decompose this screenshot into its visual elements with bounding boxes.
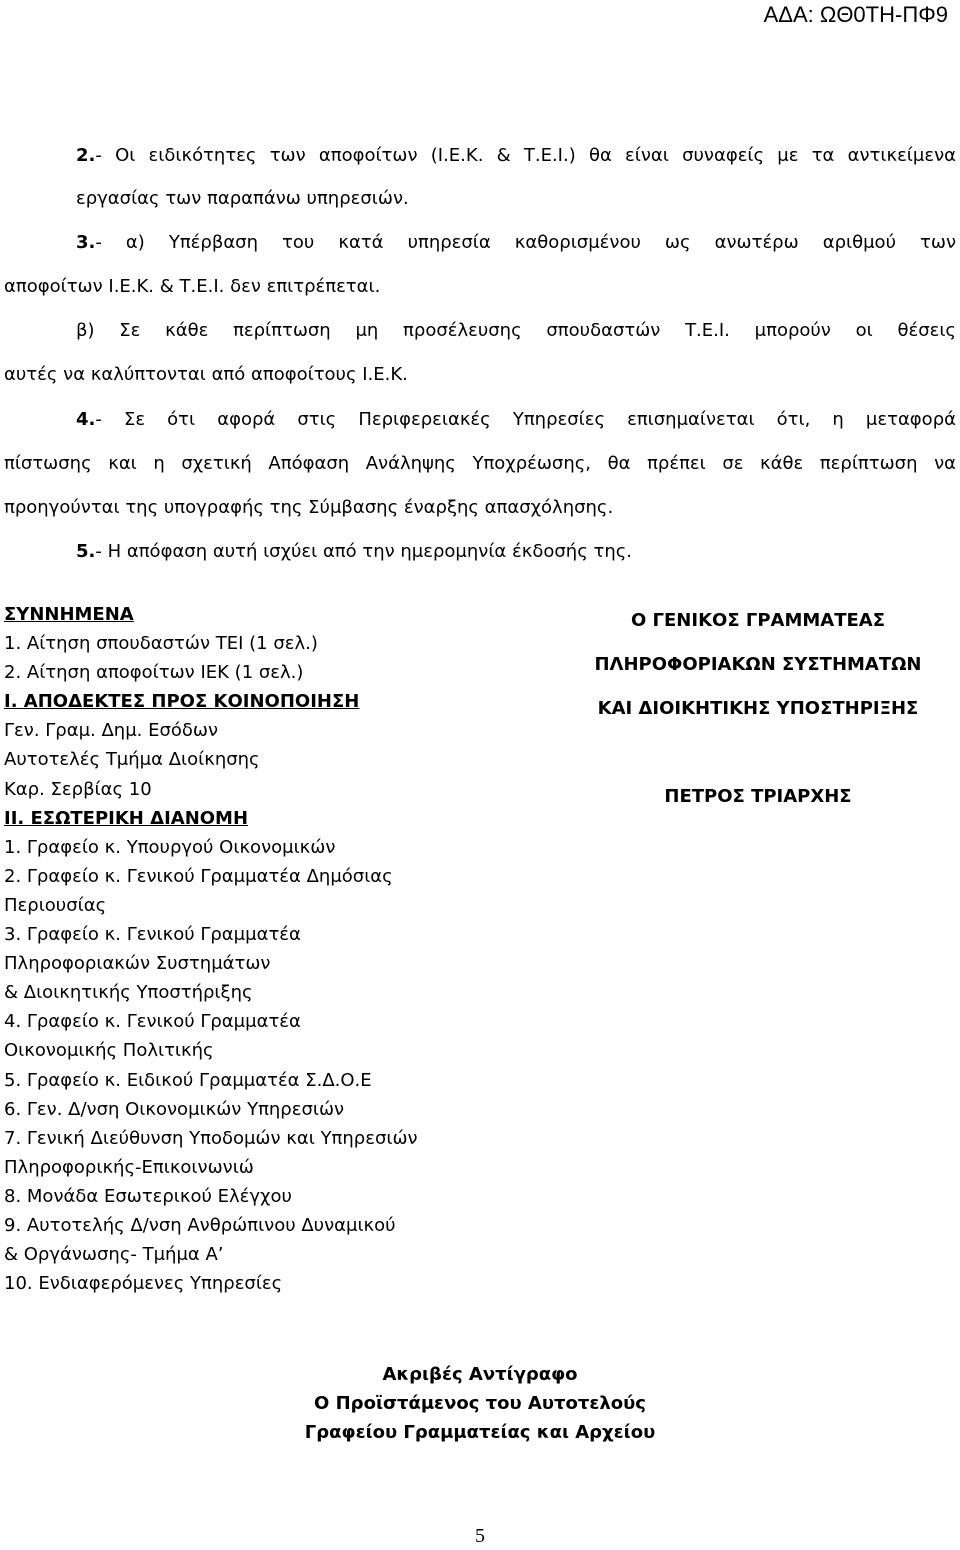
para-4-number: 4. [76, 409, 96, 430]
internal-line: 4. Γραφείο κ. Γενικού Γραμματέα [4, 1011, 301, 1033]
para-2-line-2: εργασίας των παραπάνω υπηρεσιών. [76, 188, 409, 209]
recipient-line: Καρ. Σερβίας 10 [4, 778, 152, 800]
attachments-heading: ΣΥΝΝΗΜΕΝΑ [4, 604, 134, 625]
para-3-number: 3. [76, 232, 96, 253]
certification-line-1: Ακριβές Αντίγραφο [382, 1364, 578, 1385]
internal-line: Περιουσίας [4, 894, 107, 916]
attachment-item: 2. Αίτηση αποφοίτων ΙΕΚ (1 σελ.) [4, 662, 304, 684]
internal-line: 10. Ενδιαφερόμενες Υπηρεσίες [4, 1273, 283, 1295]
para-4-line-3: προηγούνται της υπογραφής της Σύμβασης έναρξης απασχόλησης. [4, 497, 614, 518]
para-3-line-1: 3.- α) Υπέρβαση του κατά υπηρεσία καθορισμένου ως ανωτέρω αριθμού των [76, 232, 956, 253]
recipients-heading: Ι. ΑΠΟΔΕΚΤΕΣ ΠΡΟΣ ΚΟΙΝΟΠΟΙΗΣΗ [4, 691, 360, 713]
para-3-line-4: αυτές να καλύπτονται από αποφοίτους Ι.Ε.Κ. [4, 364, 408, 385]
attachment-item: 1. Αίτηση σπουδαστών ΤΕΙ (1 σελ.) [4, 633, 318, 655]
internal-line: & Διοικητικής Υποστήριξης [4, 982, 253, 1004]
internal-line: 3. Γραφείο κ. Γενικού Γραμματέα [4, 924, 301, 946]
internal-line: 2. Γραφείο κ. Γενικού Γραμματέα Δημόσιας [4, 865, 393, 887]
page-number: 5 [475, 1525, 485, 1547]
internal-line: Οικονομικής Πολιτικής [4, 1040, 214, 1062]
internal-line: & Οργάνωσης- Τμήμα Α’ [4, 1244, 224, 1266]
internal-line: 1. Γραφείο κ. Υπουργού Οικονομικών [4, 836, 336, 858]
para-2-number: 2. [76, 145, 96, 166]
para-3-line-2: αποφοίτων Ι.Ε.Κ. & Τ.Ε.Ι. δεν επιτρέπεται. [4, 276, 381, 297]
internal-distribution-heading: ΙΙ. ΕΣΩΤΕΡΙΚΗ ΔΙΑΝΟΜΗ [4, 807, 249, 829]
internal-line: 8. Μονάδα Εσωτερικού Ελέγχου [4, 1185, 292, 1207]
internal-line: 5. Γραφείο κ. Ειδικού Γραμματέα Σ.Δ.Ο.Ε [4, 1069, 372, 1091]
signature-title-line-2: ΠΛΗΡΟΦΟΡΙΑΚΩΝ ΣΥΣΤΗΜΑΤΩΝ [594, 654, 922, 675]
signatory-name: ΠΕΤΡΟΣ ΤΡΙΑΡΧΗΣ [664, 786, 852, 807]
distribution-list [4, 600, 564, 1298]
para-4-line-1: 4.- Σε ότι αφορά στις Περιφερειακές Υπηρεσίες επισημαίνεται ότι, η μεταφορά [76, 409, 956, 430]
signature-title-line-3: ΚΑΙ ΔΙΟΙΚΗΤΙΚΗΣ ΥΠΟΣΤΗΡΙΞΗΣ [597, 698, 919, 719]
internal-line: Πληροφορικής-Επικοινωνιώ [4, 1156, 254, 1178]
certification-line-3: Γραφείου Γραμματείας και Αρχείου [304, 1422, 656, 1443]
para-5-number: 5. [76, 541, 96, 562]
internal-line: Πληροφοριακών Συστημάτων [4, 953, 271, 975]
recipient-line: Αυτοτελές Τμήμα Διοίκησης [4, 749, 260, 771]
para-5-line-1: 5.- Η απόφαση αυτή ισχύει από την ημερομηνία έκδοσής της. [76, 541, 633, 562]
para-3-line-3: β) Σε κάθε περίπτωση μη προσέλευσης σπουδαστών Τ.Ε.Ι. μπορούν οι θέσεις [76, 320, 956, 341]
certification-line-2: Ο Προϊστάμενος του Αυτοτελούς [314, 1393, 646, 1414]
ada-code: ΑΔΑ: ΩΘ0ΤΗ-ΠΦ9 [763, 2, 948, 27]
recipient-line: Γεν. Γραμ. Δημ. Εσόδων [4, 720, 219, 742]
internal-line: 6. Γεν. Δ/νση Οικονομικών Υπηρεσιών [4, 1098, 345, 1120]
para-4-line-2: πίστωσης και η σχετική Απόφαση Ανάληψης Υποχρέωσης, θα πρέπει σε κάθε περίπτωση να [4, 453, 956, 474]
internal-line: 9. Αυτοτελής Δ/νση Ανθρώπινου Δυναμικού [4, 1214, 396, 1236]
internal-line: 7. Γενική Διεύθυνση Υποδομών και Υπηρεσιών [4, 1127, 418, 1149]
para-2-line-1: 2.- Οι ειδικότητες των αποφοίτων (Ι.Ε.Κ. & Τ.Ε.Ι.) θα είναι συναφείς με τα αντικείμενα [76, 145, 956, 166]
signature-title-line-1: Ο ΓΕΝΙΚΟΣ ΓΡΑΜΜΑΤΕΑΣ [630, 610, 886, 631]
